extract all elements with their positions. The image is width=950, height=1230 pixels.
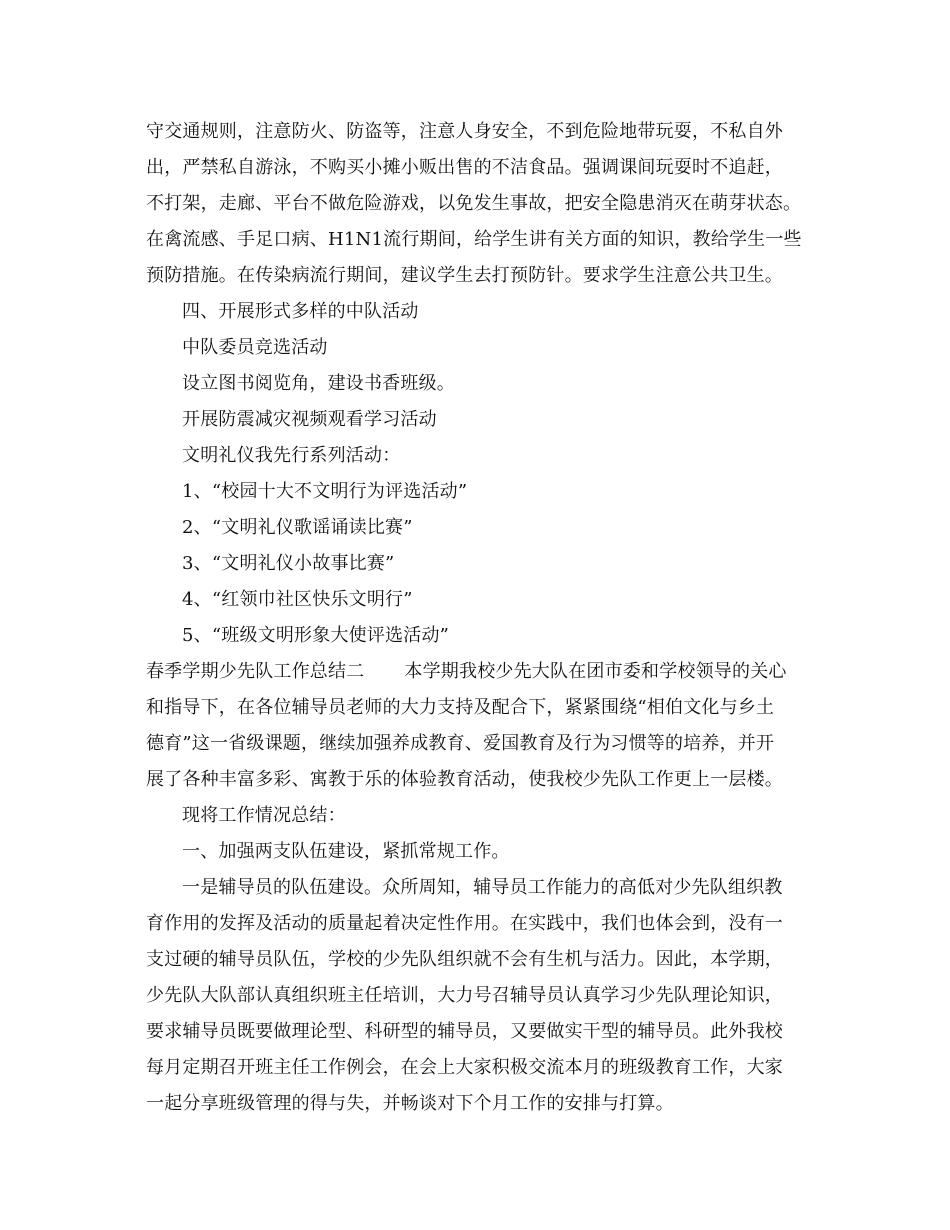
section-heading: 一、加强两支队伍建设，紧抓常规工作。 <box>182 841 510 862</box>
list-item: 设立图书阅览角，建设书香班级。 <box>182 373 455 394</box>
paragraph-line: 一起分享班级管理的得与失，并畅谈对下个月工作的安排与打算。 <box>146 1093 674 1114</box>
paragraph-line: 不打架，走廊、平台不做危险游戏，以免发生事故，把安全隐患消灭在萌芽状态。 <box>146 193 802 214</box>
section-title-line <box>146 660 787 684</box>
paragraph-line: 育作用的发挥及活动的质量起着决定性作用。在实践中，我们也体会到，没有一 <box>146 913 783 934</box>
numbered-item: 4、“红领巾社区快乐文明行” <box>182 589 413 610</box>
paragraph-line: 每月定期召开班主任工作例会，在会上大家积极交流本月的班级教育工作，大家 <box>146 1057 783 1078</box>
paragraph-line: 德育”这一省级课题，继续加强养成教育、爱国教育及行为习惯等的培养，并开 <box>146 733 775 754</box>
paragraph-line: 支过硬的辅导员队伍，学校的少先队组织就不会有生机与活力。因此，本学期， <box>146 949 783 970</box>
list-item: 中队委员竞选活动 <box>182 337 328 358</box>
list-item: 开展防震减灾视频观看学习活动 <box>182 409 437 430</box>
numbered-item: 5、“班级文明形象大使评选活动” <box>182 625 450 646</box>
numbered-item: 1、“校园十大不文明行为评选活动” <box>182 481 468 502</box>
numbered-item: 2、“文明礼仪歌谣诵读比赛” <box>182 517 413 538</box>
paragraph-line: 展了各种丰富多彩、寓教于乐的体验教育活动，使我校少先队工作更上一层楼。 <box>146 769 783 790</box>
paragraph-line: 要求辅导员既要做理论型、科研型的辅导员，又要做实干型的辅导员。此外我校 <box>146 1021 783 1042</box>
paragraph-line: 守交通规则，注意防火、防盗等，注意人身安全，不到危险地带玩耍，不私自外 <box>146 121 783 142</box>
section-title: 春季学期少先队工作总结二 <box>146 661 365 682</box>
paragraph-line: 和指导下，在各位辅导员老师的大力支持及配合下，紧紧围绕“相伯文化与乡土 <box>146 697 775 718</box>
numbered-item: 3、“文明礼仪小故事比赛” <box>182 553 395 574</box>
paragraph-line: 现将工作情况总结： <box>182 805 346 826</box>
list-item: 文明礼仪我先行系列活动： <box>182 445 401 466</box>
section-heading: 四、开展形式多样的中队活动 <box>182 301 419 322</box>
section-first-line: 本学期我校少先大队在团市委和学校领导的关心 <box>404 661 787 682</box>
paragraph-line: 少先队大队部认真组织班主任培训，大力号召辅导员认真学习少先队理论知识， <box>146 985 783 1006</box>
paragraph-line: 一是辅导员的队伍建设。众所周知，辅导员工作能力的高低对少先队组织教 <box>182 877 783 898</box>
paragraph-line: 出，严禁私自游泳，不购买小摊小贩出售的不洁食品。强调课间玩耍时不追赶， <box>146 157 783 178</box>
paragraph-line: 在禽流感、手足口病、H1N1流行期间，给学生讲有关方面的知识，教给学生一些 <box>146 229 802 250</box>
paragraph-line: 预防措施。在传染病流行期间，建议学生去打预防针。要求学生注意公共卫生。 <box>146 265 783 286</box>
